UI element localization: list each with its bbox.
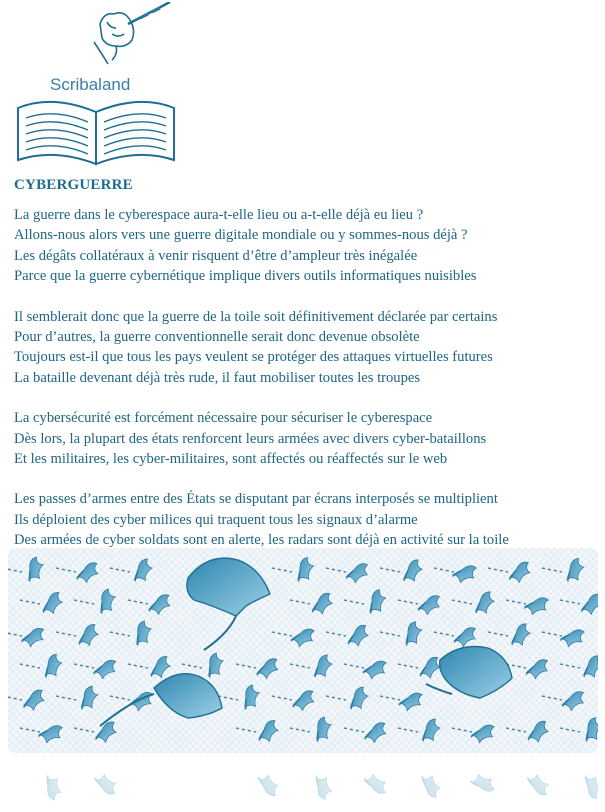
verse-line: Les dégâts collatéraux à venir risquent d’être d’ampleur très inégalée: [14, 247, 418, 264]
dashed-trail: [128, 664, 148, 668]
stanza-3: [14, 408, 599, 469]
dashed-trail: [8, 568, 22, 572]
small-ginkgo-leaf: [309, 716, 336, 744]
logo-drawing: [12, 2, 182, 170]
dashed-trail: [128, 600, 148, 604]
dashed-trail: [218, 696, 238, 700]
small-ginkgo-leaf: [581, 655, 598, 679]
small-ginkgo-leaf: [509, 623, 533, 647]
scribaland-logo: [12, 2, 182, 170]
verse-line: Dès lors, la plupart des états renforcent leurs armées avec divers cyber-bataillons: [14, 430, 487, 447]
reflected-leaf: [469, 770, 496, 797]
dashed-trail: [380, 632, 400, 636]
dashed-trail: [560, 728, 580, 732]
small-ginkgo-leaf: [149, 593, 171, 616]
small-ginkgo-leaf: [348, 625, 369, 646]
large-ginkgo-leaf: [187, 558, 270, 650]
small-ginkgo-leaf: [399, 621, 426, 648]
hand-writing-quill-icon: [94, 2, 170, 64]
small-ginkgo-leaf: [528, 721, 549, 742]
small-ginkgo-leaf: [201, 652, 228, 680]
verse-line: Toujours est-il que tous les pays veulent se protéger des attaques virtuelles futures: [14, 349, 493, 366]
dashed-trail: [380, 568, 400, 572]
dashed-trail: [434, 632, 454, 636]
dashed-trail: [110, 568, 130, 572]
dashed-trail: [344, 664, 364, 668]
reflected-leaf: [580, 774, 598, 800]
dashed-trail: [506, 600, 526, 604]
verse-line: La bataille devenant déjà très rude, il faut mobiliser toutes les troupes: [14, 369, 421, 386]
dashed-trail: [20, 728, 40, 732]
reflected-leaf: [309, 774, 336, 801]
dashed-trail: [344, 728, 364, 732]
small-ginkgo-leaf: [77, 624, 99, 647]
dashed-trail: [542, 568, 562, 572]
dashed-trail: [20, 664, 40, 668]
dashed-trail: [56, 568, 76, 572]
ginkgo-leaf-pattern: [8, 548, 598, 753]
small-ginkgo-leaf: [149, 656, 171, 679]
small-ginkgo-leaf: [470, 720, 496, 746]
small-ginkgo-leaf: [293, 689, 315, 712]
dashed-trail: [452, 600, 472, 604]
small-ginkgo-leaf: [41, 592, 63, 615]
dashed-trail: [326, 696, 346, 700]
verse-line: Parce que la guerre cybernétique implique divers outils informatiques nuisibles: [14, 268, 477, 285]
small-ginkgo-leaf: [130, 558, 155, 583]
verse-line: Et les militaires, les cyber-militaires, sont affectés ou réaffectés sur le web: [14, 451, 448, 468]
dashed-trail: [560, 600, 580, 604]
small-ginkgo-leaf: [451, 560, 478, 587]
dashed-trail: [74, 664, 94, 668]
dashed-trail: [272, 632, 292, 636]
dashed-trail: [20, 600, 40, 604]
small-ginkgo-leaf: [257, 720, 279, 743]
small-ginkgo-leaf: [290, 624, 316, 650]
dashed-trail: [74, 600, 94, 604]
dashed-trail: [326, 568, 346, 572]
small-ginkgo-leaf: [24, 689, 45, 710]
small-ginkgo-leaf: [93, 656, 118, 681]
verse-line: Pour d’autres, la guerre conventionnelle serait donc devenue obsolète: [14, 329, 420, 346]
dashed-trail: [8, 696, 22, 700]
reflection-drawing: [8, 755, 598, 807]
verse-line: Allons-nous alors vers une guerre digitale mondiale ou y sommes-nous déjà ?: [14, 227, 468, 244]
small-ginkgo-leaf: [77, 561, 99, 584]
small-ginkgo-leaf: [454, 625, 478, 649]
small-ginkgo-leaf: [526, 657, 550, 681]
dashed-trail: [326, 632, 346, 636]
dashed-trail: [110, 632, 130, 636]
verse-line: Les passes d’armes entre des États se disputant par écrans interposés se multiplient: [14, 491, 498, 508]
dashed-trail: [398, 728, 418, 732]
dashed-trail: [560, 664, 580, 668]
leaf-pattern-drawing: [8, 548, 598, 753]
small-ginkgo-leaf: [509, 561, 530, 582]
reflected-leaf: [527, 774, 548, 795]
reflected-leaf: [364, 772, 388, 796]
large-ginkgo-leaf: [426, 647, 512, 699]
small-ginkgo-leaf: [523, 592, 550, 619]
small-ginkgo-leaf: [420, 657, 441, 678]
small-ginkgo-leaf: [93, 588, 120, 616]
dashed-trail: [236, 664, 256, 668]
small-ginkgo-leaf: [129, 688, 154, 713]
small-ginkgo-leaf: [21, 624, 46, 649]
reflected-leaf: [258, 775, 279, 796]
small-ginkgo-leaf: [473, 591, 497, 615]
small-ginkgo-leaf: [559, 624, 586, 651]
small-ginkgo-leaf: [257, 657, 279, 680]
small-ginkgo-leaf: [401, 559, 425, 583]
small-ginkgo-leaf: [581, 593, 598, 614]
dashed-trail: [110, 696, 130, 700]
dashed-trail: [452, 728, 472, 732]
stanza-2: [14, 307, 599, 389]
dashed-trail: [344, 600, 364, 604]
small-ginkgo-leaf: [562, 557, 588, 583]
small-ginkgo-leaf: [96, 721, 117, 742]
small-ginkgo-leaf: [310, 654, 335, 679]
small-ginkgo-leaf: [365, 721, 387, 744]
dashed-trail: [56, 696, 76, 700]
poem-body: [14, 205, 599, 571]
verse-line: Des armées de cyber soldats sont en alerte, les radars sont déjà en activité sur la toile: [14, 532, 509, 549]
small-ginkgo-leaf: [362, 656, 388, 682]
small-ginkgo-leaves: [8, 556, 598, 747]
dashed-trail: [488, 632, 508, 636]
dashed-trail: [272, 568, 292, 572]
dashed-trail: [290, 664, 310, 668]
dashed-trail: [290, 600, 310, 604]
dashed-trail: [488, 568, 508, 572]
poem-title: CYBERGUERRE: [14, 177, 133, 193]
dashed-trail: [74, 728, 94, 732]
small-ginkgo-leaf: [346, 686, 371, 711]
small-ginkgo-leaf: [39, 653, 65, 679]
dashed-trail: [290, 728, 310, 732]
small-ginkgo-leaf: [418, 718, 443, 743]
dashed-trail: [398, 664, 418, 668]
stanza-1: [14, 205, 599, 287]
reflected-leaf: [95, 773, 117, 796]
small-ginkgo-leaf: [37, 720, 64, 747]
dashed-trail: [56, 632, 76, 636]
dashed-trail: [434, 568, 454, 572]
small-ginkgo-leaf: [291, 557, 318, 584]
small-ginkgo-leaf: [21, 556, 48, 584]
dashed-trail: [542, 632, 562, 636]
verse-line: Il semblerait donc que la guerre de la toile soit définitivement déclarée par certains: [14, 308, 498, 325]
reflected-leaf: [39, 774, 66, 802]
dashed-trail: [398, 600, 418, 604]
small-ginkgo-leaf: [579, 717, 598, 744]
small-ginkgo-leaf: [129, 620, 156, 648]
large-ginkgo-leaf: [100, 674, 222, 726]
dashed-trail: [506, 728, 526, 732]
dashed-trail: [542, 696, 562, 700]
small-ginkgo-leaf: [418, 593, 442, 617]
small-ginkgo-leaf: [312, 593, 333, 614]
dashed-trail: [380, 696, 400, 700]
verse-line: La guerre dans le cyberespace aura-t-elle lieu ou a-t-elle déjà eu lieu ?: [14, 207, 424, 223]
small-ginkgo-leaf: [398, 688, 424, 714]
small-ginkgo-leaf: [75, 685, 101, 711]
small-ginkgo-leaf: [562, 689, 586, 713]
verse-line: La cybersécurité est forcément nécessaire pour sécuriser le cyberespace: [14, 410, 433, 427]
reflected-leaf: [419, 774, 443, 798]
dashed-trail: [236, 728, 256, 732]
verse-line: Ils déploient des cyber milices qui traquent tous les signaux d’alarme: [14, 511, 418, 528]
small-ginkgo-leaf: [363, 589, 390, 616]
dashed-trail: [8, 632, 22, 636]
small-ginkgo-leaf: [237, 684, 264, 712]
small-ginkgo-leaf: [346, 561, 370, 585]
dashed-trail: [272, 696, 292, 700]
stanza-4: [14, 489, 599, 550]
pattern-reflection: [8, 755, 598, 807]
logo-brand-text: Scribaland: [50, 75, 131, 94]
open-book-icon: [18, 102, 174, 164]
dashed-trail: [182, 664, 202, 668]
